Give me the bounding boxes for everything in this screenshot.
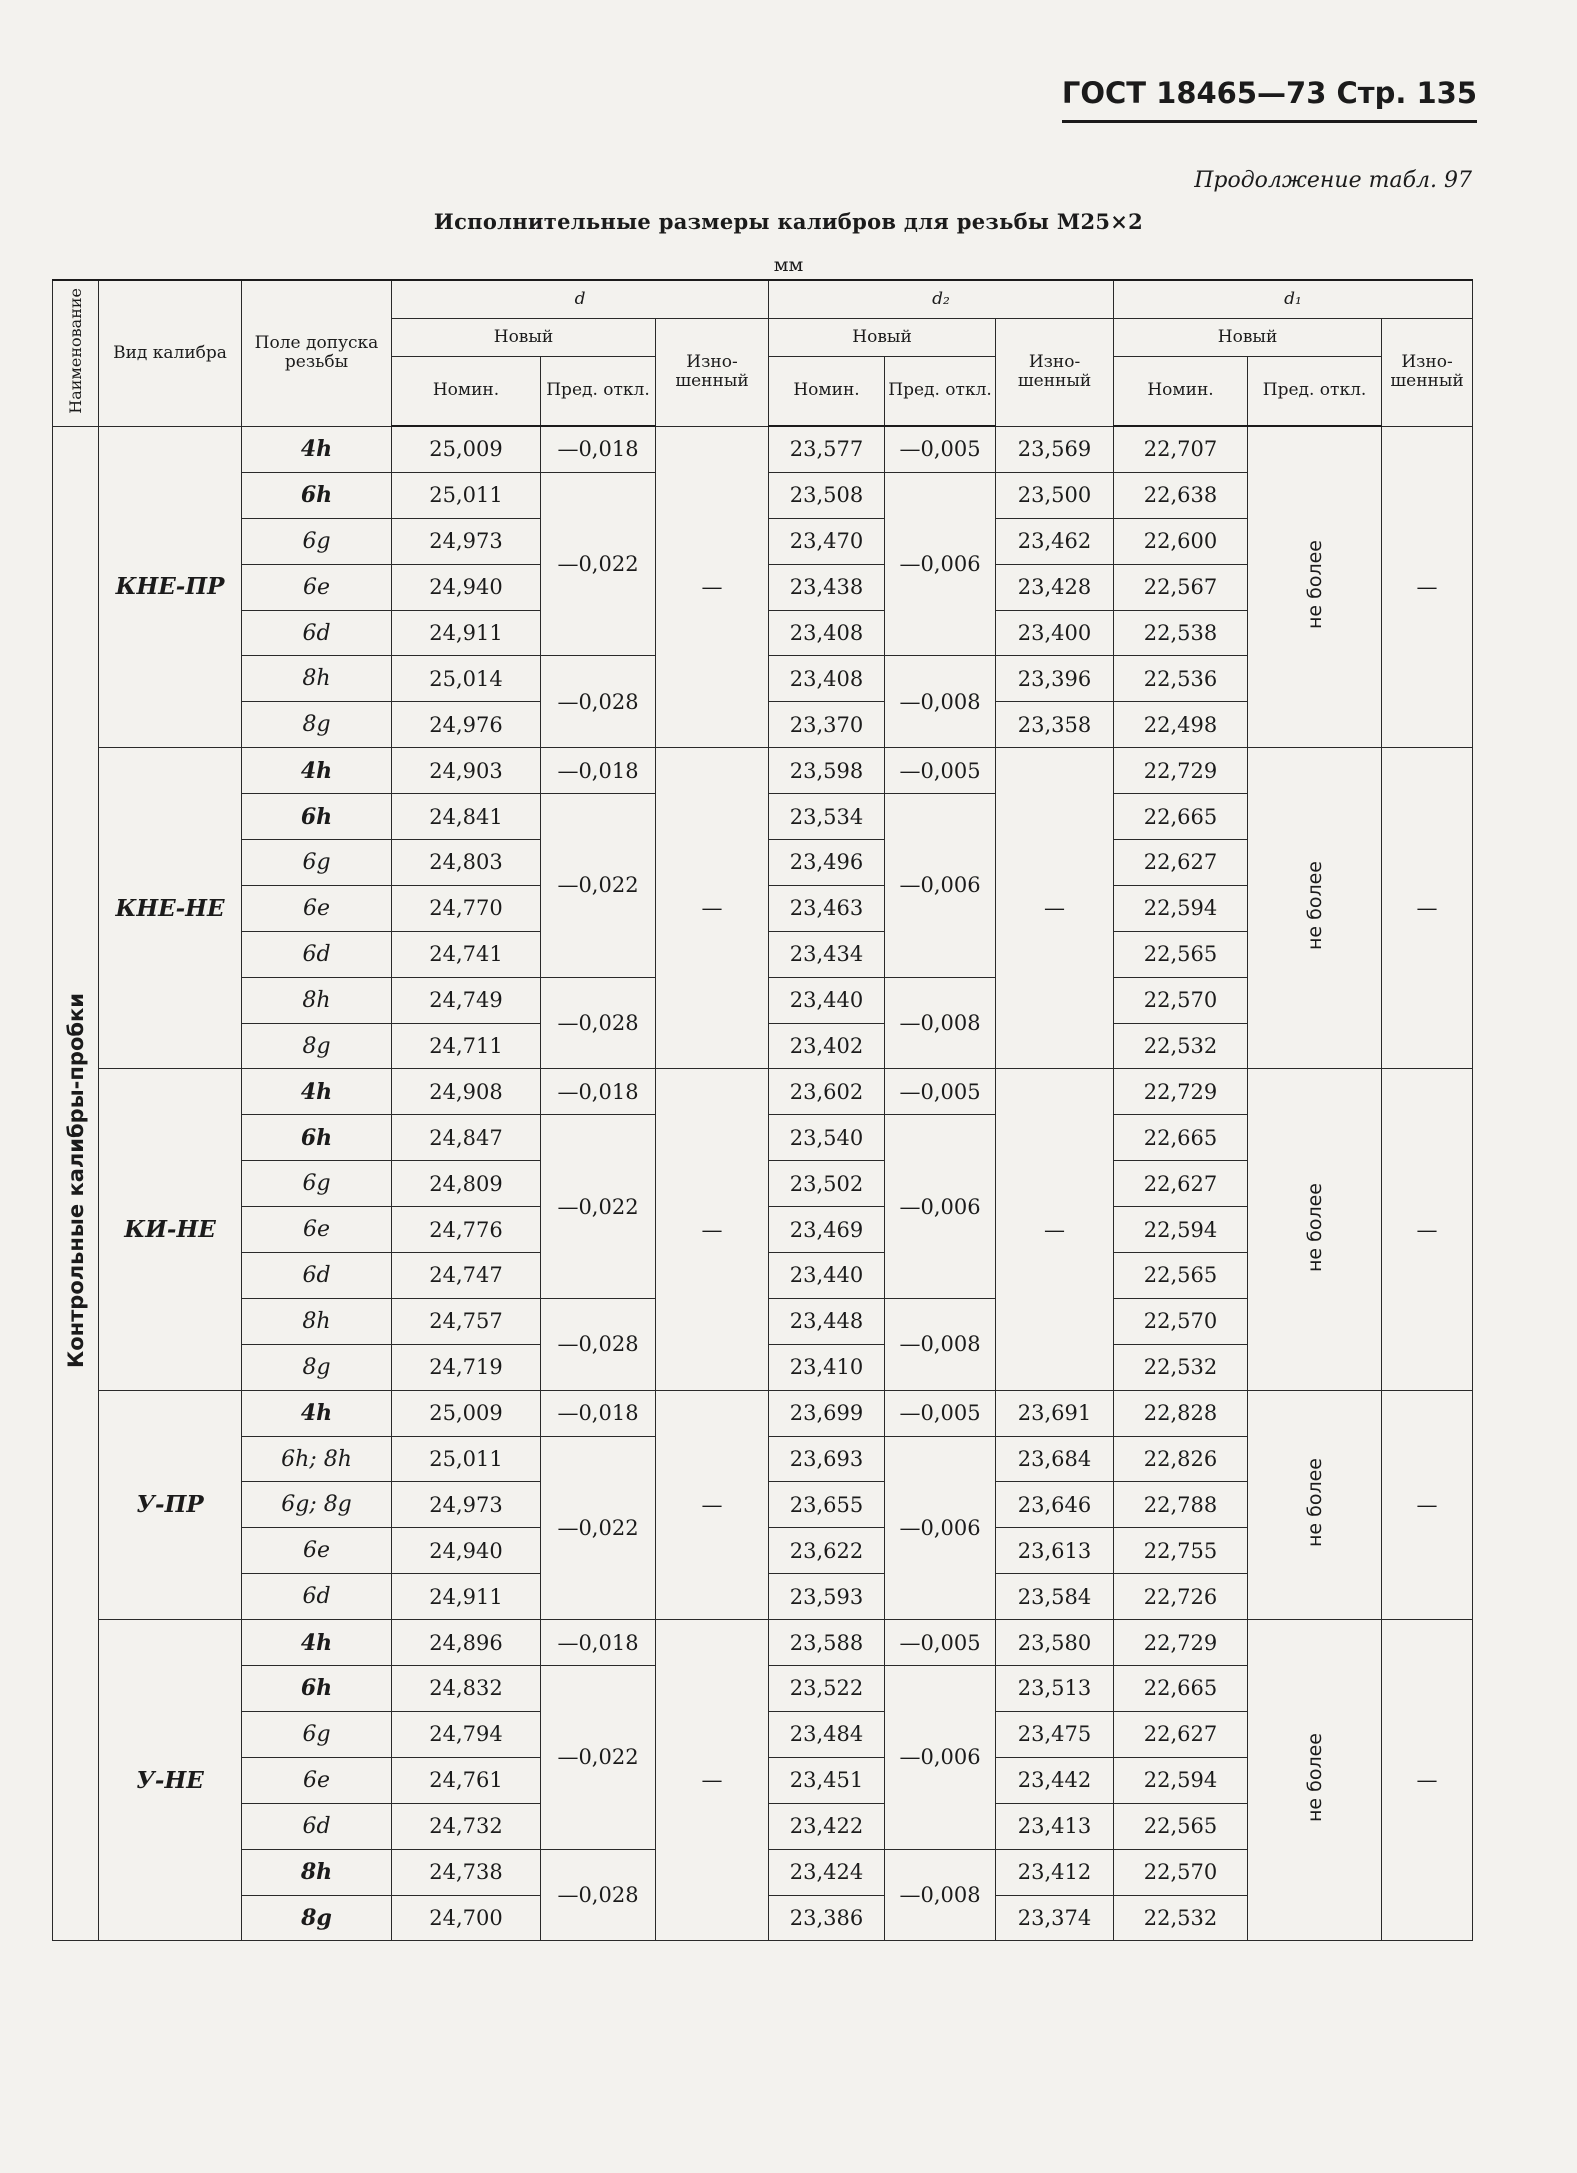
d1-nominal-cell: 22,532 <box>1114 1023 1248 1069</box>
d2-deviation-cell: —0,008 <box>885 1849 996 1941</box>
d2-nominal-cell: 23,402 <box>769 1023 885 1069</box>
d1-nominal-cell: 22,536 <box>1114 656 1248 702</box>
d-nominal-cell: 24,973 <box>392 1482 541 1528</box>
d-deviation-cell: —0,028 <box>541 656 656 748</box>
d1-deviation-cell: не более <box>1248 426 1382 748</box>
d2-deviation-cell: —0,008 <box>885 1298 996 1390</box>
tolerance-field-cell: 6g <box>242 840 392 886</box>
col-header-gauge-type: Вид калибра <box>99 280 242 426</box>
d-deviation-cell: —0,022 <box>541 472 656 656</box>
d2-nominal-cell: 23,655 <box>769 1482 885 1528</box>
d2-nominal-cell: 23,469 <box>769 1207 885 1253</box>
d-nominal-cell: 25,009 <box>392 1390 541 1436</box>
d-nominal-cell: 24,803 <box>392 840 541 886</box>
col-header-d1-nominal: Номин. <box>1114 356 1248 426</box>
table-row <box>53 1390 1473 1436</box>
d1-deviation-cell: не более <box>1248 1069 1382 1390</box>
d1-worn-cell: — <box>1382 748 1473 1069</box>
d2-worn-cell: 23,646 <box>996 1482 1114 1528</box>
tolerance-field-cell: 8g <box>242 702 392 748</box>
d1-nominal-cell: 22,600 <box>1114 518 1248 564</box>
d2-deviation-cell: —0,006 <box>885 794 996 978</box>
d1-nominal-cell: 22,565 <box>1114 1253 1248 1299</box>
d1-nominal-cell: 22,627 <box>1114 1161 1248 1207</box>
d1-nominal-cell: 22,532 <box>1114 1344 1248 1390</box>
d2-worn-cell: 23,413 <box>996 1803 1114 1849</box>
d-nominal-cell: 24,776 <box>392 1207 541 1253</box>
d1-nominal-cell: 22,788 <box>1114 1482 1248 1528</box>
d2-nominal-cell: 23,410 <box>769 1344 885 1390</box>
d2-nominal-cell: 23,522 <box>769 1666 885 1712</box>
d-nominal-cell: 24,770 <box>392 885 541 931</box>
d2-deviation-cell: —0,005 <box>885 1390 996 1436</box>
d-deviation-cell: —0,018 <box>541 1390 656 1436</box>
gauge-type-cell: КНЕ-НЕ <box>99 748 242 1069</box>
section-name-cell: Контрольные калибры-пробки <box>53 426 99 1941</box>
d-nominal-cell: 24,832 <box>392 1666 541 1712</box>
tolerance-field-cell: 6e <box>242 1207 392 1253</box>
d2-nominal-cell: 23,434 <box>769 931 885 977</box>
d2-worn-cell: 23,462 <box>996 518 1114 564</box>
d-nominal-cell: 24,809 <box>392 1161 541 1207</box>
d-nominal-cell: 25,009 <box>392 426 541 472</box>
d2-nominal-cell: 23,438 <box>769 564 885 610</box>
d2-deviation-cell: —0,008 <box>885 977 996 1069</box>
d1-worn-cell: — <box>1382 1069 1473 1390</box>
col-header-d2-deviation: Пред. откл. <box>885 356 996 426</box>
unit-label: мм <box>773 254 804 276</box>
table-body <box>53 426 1473 1941</box>
d2-worn-cell: 23,584 <box>996 1574 1114 1620</box>
d1-nominal-cell: 22,594 <box>1114 885 1248 931</box>
tolerance-field-cell: 6d <box>242 610 392 656</box>
d2-worn-cell: — <box>996 748 1114 1069</box>
d1-nominal-cell: 22,532 <box>1114 1895 1248 1941</box>
d-deviation-cell: —0,018 <box>541 748 656 794</box>
tolerance-field-cell: 6g <box>242 1711 392 1757</box>
d1-nominal-cell: 22,538 <box>1114 610 1248 656</box>
col-header-d2-nominal: Номин. <box>769 356 885 426</box>
tolerance-field-cell: 8h <box>242 1849 392 1895</box>
d1-nominal-cell: 22,665 <box>1114 794 1248 840</box>
d2-worn-cell: 23,691 <box>996 1390 1114 1436</box>
tolerance-field-cell: 8h <box>242 656 392 702</box>
d-nominal-cell: 24,747 <box>392 1253 541 1299</box>
d-nominal-cell: 24,973 <box>392 518 541 564</box>
d-nominal-cell: 24,903 <box>392 748 541 794</box>
d2-nominal-cell: 23,496 <box>769 840 885 886</box>
tolerance-field-cell: 8h <box>242 977 392 1023</box>
d2-worn-cell: 23,513 <box>996 1666 1114 1712</box>
d-nominal-cell: 24,911 <box>392 610 541 656</box>
col-header-d2-new: Новый <box>769 318 996 356</box>
d-nominal-cell: 25,011 <box>392 472 541 518</box>
d2-nominal-cell: 23,502 <box>769 1161 885 1207</box>
d2-deviation-cell: —0,006 <box>885 1115 996 1299</box>
d-nominal-cell: 24,794 <box>392 1711 541 1757</box>
d2-nominal-cell: 23,386 <box>769 1895 885 1941</box>
d1-nominal-cell: 22,498 <box>1114 702 1248 748</box>
d-nominal-cell: 24,896 <box>392 1620 541 1666</box>
d-nominal-cell: 24,741 <box>392 931 541 977</box>
d1-nominal-cell: 22,565 <box>1114 1803 1248 1849</box>
table-row <box>53 426 1473 472</box>
d2-worn-cell: 23,500 <box>996 472 1114 518</box>
d2-deviation-cell: —0,005 <box>885 1069 996 1115</box>
d2-worn-cell: 23,374 <box>996 1895 1114 1941</box>
d2-nominal-cell: 23,470 <box>769 518 885 564</box>
col-header-d2-worn: Изно- шенный <box>996 318 1114 426</box>
d1-deviation-cell: не более <box>1248 1620 1382 1941</box>
d2-deviation-cell: —0,006 <box>885 1436 996 1620</box>
d2-nominal-cell: 23,602 <box>769 1069 885 1115</box>
d-nominal-cell: 24,847 <box>392 1115 541 1161</box>
col-header-tolerance-field: Поле допуска резьбы <box>242 280 392 426</box>
table-row <box>53 1620 1473 1666</box>
gauge-type-cell: КИ-НЕ <box>99 1069 242 1390</box>
gauge-dimensions-table <box>52 279 1473 1941</box>
col-header-d1-new: Новый <box>1114 318 1382 356</box>
d2-nominal-cell: 23,422 <box>769 1803 885 1849</box>
d2-deviation-cell: —0,006 <box>885 472 996 656</box>
d-deviation-cell: —0,018 <box>541 1620 656 1666</box>
d2-nominal-cell: 23,424 <box>769 1849 885 1895</box>
d2-nominal-cell: 23,440 <box>769 1253 885 1299</box>
d1-nominal-cell: 22,665 <box>1114 1115 1248 1161</box>
d2-nominal-cell: 23,534 <box>769 794 885 840</box>
d2-nominal-cell: 23,408 <box>769 610 885 656</box>
tolerance-field-cell: 6e <box>242 885 392 931</box>
d-deviation-cell: —0,022 <box>541 1115 656 1299</box>
d1-worn-cell: — <box>1382 1620 1473 1941</box>
tolerance-field-cell: 8g <box>242 1895 392 1941</box>
col-header-d1-worn: Изно- шенный <box>1382 318 1473 426</box>
col-header-d-new: Новый <box>392 318 656 356</box>
d2-nominal-cell: 23,440 <box>769 977 885 1023</box>
d1-nominal-cell: 22,755 <box>1114 1528 1248 1574</box>
d-nominal-cell: 24,749 <box>392 977 541 1023</box>
d2-nominal-cell: 23,408 <box>769 656 885 702</box>
d2-worn-cell: 23,428 <box>996 564 1114 610</box>
d1-deviation-cell: не более <box>1248 748 1382 1069</box>
d1-nominal-cell: 22,627 <box>1114 840 1248 886</box>
tolerance-field-cell: 6e <box>242 1528 392 1574</box>
d2-nominal-cell: 23,508 <box>769 472 885 518</box>
d-worn-cell: — <box>656 1069 769 1390</box>
d2-worn-cell: 23,400 <box>996 610 1114 656</box>
d2-nominal-cell: 23,598 <box>769 748 885 794</box>
d-worn-cell: — <box>656 748 769 1069</box>
table-title: Исполнительные размеры калибров для резьбы М25×2 <box>433 209 1144 234</box>
col-header-d1-deviation: Пред. откл. <box>1248 356 1382 426</box>
d2-worn-cell: — <box>996 1069 1114 1390</box>
d2-worn-cell: 23,396 <box>996 656 1114 702</box>
tolerance-field-cell: 6e <box>242 1757 392 1803</box>
table-continuation-note: Продолжение табл. 97 <box>1194 168 1472 193</box>
table-row <box>53 1069 1473 1115</box>
d1-nominal-cell: 22,729 <box>1114 748 1248 794</box>
table-row <box>53 748 1473 794</box>
d-nominal-cell: 24,738 <box>392 1849 541 1895</box>
d1-nominal-cell: 22,726 <box>1114 1574 1248 1620</box>
tolerance-field-cell: 4h <box>242 1069 392 1115</box>
d-deviation-cell: —0,018 <box>541 1069 656 1115</box>
tolerance-field-cell: 6e <box>242 564 392 610</box>
d1-nominal-cell: 22,729 <box>1114 1069 1248 1115</box>
col-header-d-deviation: Пред. откл. <box>541 356 656 426</box>
d1-nominal-cell: 22,707 <box>1114 426 1248 472</box>
d1-nominal-cell: 22,594 <box>1114 1207 1248 1253</box>
d2-nominal-cell: 23,484 <box>769 1711 885 1757</box>
d2-nominal-cell: 23,577 <box>769 426 885 472</box>
d-deviation-cell: —0,018 <box>541 426 656 472</box>
d-deviation-cell: —0,022 <box>541 1436 656 1620</box>
d2-deviation-cell: —0,008 <box>885 656 996 748</box>
tolerance-field-cell: 6h; 8h <box>242 1436 392 1482</box>
page-number: Стр. 135 <box>1336 76 1477 110</box>
standard-number: ГОСТ 18465—73 <box>1061 76 1327 110</box>
col-header-name: Наименование <box>53 280 99 426</box>
d2-deviation-cell: —0,005 <box>885 426 996 472</box>
d-deviation-cell: —0,028 <box>541 1298 656 1390</box>
tolerance-field-cell: 8g <box>242 1344 392 1390</box>
d1-worn-cell: — <box>1382 426 1473 748</box>
d1-nominal-cell: 22,594 <box>1114 1757 1248 1803</box>
tolerance-field-cell: 6g <box>242 518 392 564</box>
d2-worn-cell: 23,358 <box>996 702 1114 748</box>
d2-worn-cell: 23,569 <box>996 426 1114 472</box>
col-header-d-worn: Изно- шенный <box>656 318 769 426</box>
d2-nominal-cell: 23,622 <box>769 1528 885 1574</box>
d-deviation-cell: —0,022 <box>541 1666 656 1850</box>
d-nominal-cell: 24,711 <box>392 1023 541 1069</box>
tolerance-field-cell: 6h <box>242 1115 392 1161</box>
d2-deviation-cell: —0,005 <box>885 748 996 794</box>
d1-nominal-cell: 22,570 <box>1114 1298 1248 1344</box>
col-header-d: d <box>392 280 769 318</box>
tolerance-field-cell: 6h <box>242 1666 392 1712</box>
d1-nominal-cell: 22,627 <box>1114 1711 1248 1757</box>
tolerance-field-cell: 6h <box>242 794 392 840</box>
d1-deviation-cell: не более <box>1248 1390 1382 1619</box>
d2-worn-cell: 23,442 <box>996 1757 1114 1803</box>
d1-worn-cell: — <box>1382 1390 1473 1619</box>
tolerance-field-cell: 6g; 8g <box>242 1482 392 1528</box>
d2-worn-cell: 23,475 <box>996 1711 1114 1757</box>
tolerance-field-cell: 6d <box>242 1574 392 1620</box>
col-header-d-nominal: Номин. <box>392 356 541 426</box>
d-nominal-cell: 25,014 <box>392 656 541 702</box>
d-deviation-cell: —0,022 <box>541 794 656 978</box>
d-nominal-cell: 24,757 <box>392 1298 541 1344</box>
gauge-type-cell: У-ПР <box>99 1390 242 1619</box>
d-nominal-cell: 24,732 <box>392 1803 541 1849</box>
d2-nominal-cell: 23,370 <box>769 702 885 748</box>
d-nominal-cell: 24,719 <box>392 1344 541 1390</box>
d-nominal-cell: 24,700 <box>392 1895 541 1941</box>
tolerance-field-cell: 4h <box>242 748 392 794</box>
gauge-type-cell: КНЕ-ПР <box>99 426 242 748</box>
d-nominal-cell: 24,841 <box>392 794 541 840</box>
d-deviation-cell: —0,028 <box>541 1849 656 1941</box>
d2-worn-cell: 23,412 <box>996 1849 1114 1895</box>
d2-worn-cell: 23,613 <box>996 1528 1114 1574</box>
gauge-type-cell: У-НЕ <box>99 1620 242 1941</box>
col-header-d1: d₁ <box>1114 280 1473 318</box>
tolerance-field-cell: 8g <box>242 1023 392 1069</box>
tolerance-field-cell: 6d <box>242 931 392 977</box>
d1-nominal-cell: 22,565 <box>1114 931 1248 977</box>
d1-nominal-cell: 22,570 <box>1114 977 1248 1023</box>
d2-worn-cell: 23,684 <box>996 1436 1114 1482</box>
d2-worn-cell: 23,580 <box>996 1620 1114 1666</box>
d2-nominal-cell: 23,463 <box>769 885 885 931</box>
d2-deviation-cell: —0,005 <box>885 1620 996 1666</box>
d1-nominal-cell: 22,570 <box>1114 1849 1248 1895</box>
d1-nominal-cell: 22,665 <box>1114 1666 1248 1712</box>
d1-nominal-cell: 22,826 <box>1114 1436 1248 1482</box>
d2-deviation-cell: —0,006 <box>885 1666 996 1850</box>
d-nominal-cell: 24,940 <box>392 564 541 610</box>
d1-nominal-cell: 22,638 <box>1114 472 1248 518</box>
d2-nominal-cell: 23,451 <box>769 1757 885 1803</box>
page-header <box>1062 76 1477 123</box>
d2-nominal-cell: 23,693 <box>769 1436 885 1482</box>
d-nominal-cell: 24,976 <box>392 702 541 748</box>
d-deviation-cell: —0,028 <box>541 977 656 1069</box>
tolerance-field-cell: 4h <box>242 1620 392 1666</box>
d-nominal-cell: 25,011 <box>392 1436 541 1482</box>
d-nominal-cell: 24,911 <box>392 1574 541 1620</box>
tolerance-field-cell: 6h <box>242 472 392 518</box>
tolerance-field-cell: 4h <box>242 1390 392 1436</box>
d2-nominal-cell: 23,593 <box>769 1574 885 1620</box>
tolerance-field-cell: 8h <box>242 1298 392 1344</box>
d-worn-cell: — <box>656 1390 769 1619</box>
d2-nominal-cell: 23,699 <box>769 1390 885 1436</box>
d-nominal-cell: 24,761 <box>392 1757 541 1803</box>
d1-nominal-cell: 22,567 <box>1114 564 1248 610</box>
d-worn-cell: — <box>656 426 769 748</box>
tolerance-field-cell: 6g <box>242 1161 392 1207</box>
d-nominal-cell: 24,908 <box>392 1069 541 1115</box>
d-nominal-cell: 24,940 <box>392 1528 541 1574</box>
d1-nominal-cell: 22,729 <box>1114 1620 1248 1666</box>
d2-nominal-cell: 23,540 <box>769 1115 885 1161</box>
tolerance-field-cell: 4h <box>242 426 392 472</box>
d2-nominal-cell: 23,588 <box>769 1620 885 1666</box>
d-worn-cell: — <box>656 1620 769 1941</box>
col-header-d2: d₂ <box>769 280 1114 318</box>
tolerance-field-cell: 6d <box>242 1803 392 1849</box>
d1-nominal-cell: 22,828 <box>1114 1390 1248 1436</box>
tolerance-field-cell: 6d <box>242 1253 392 1299</box>
d2-nominal-cell: 23,448 <box>769 1298 885 1344</box>
